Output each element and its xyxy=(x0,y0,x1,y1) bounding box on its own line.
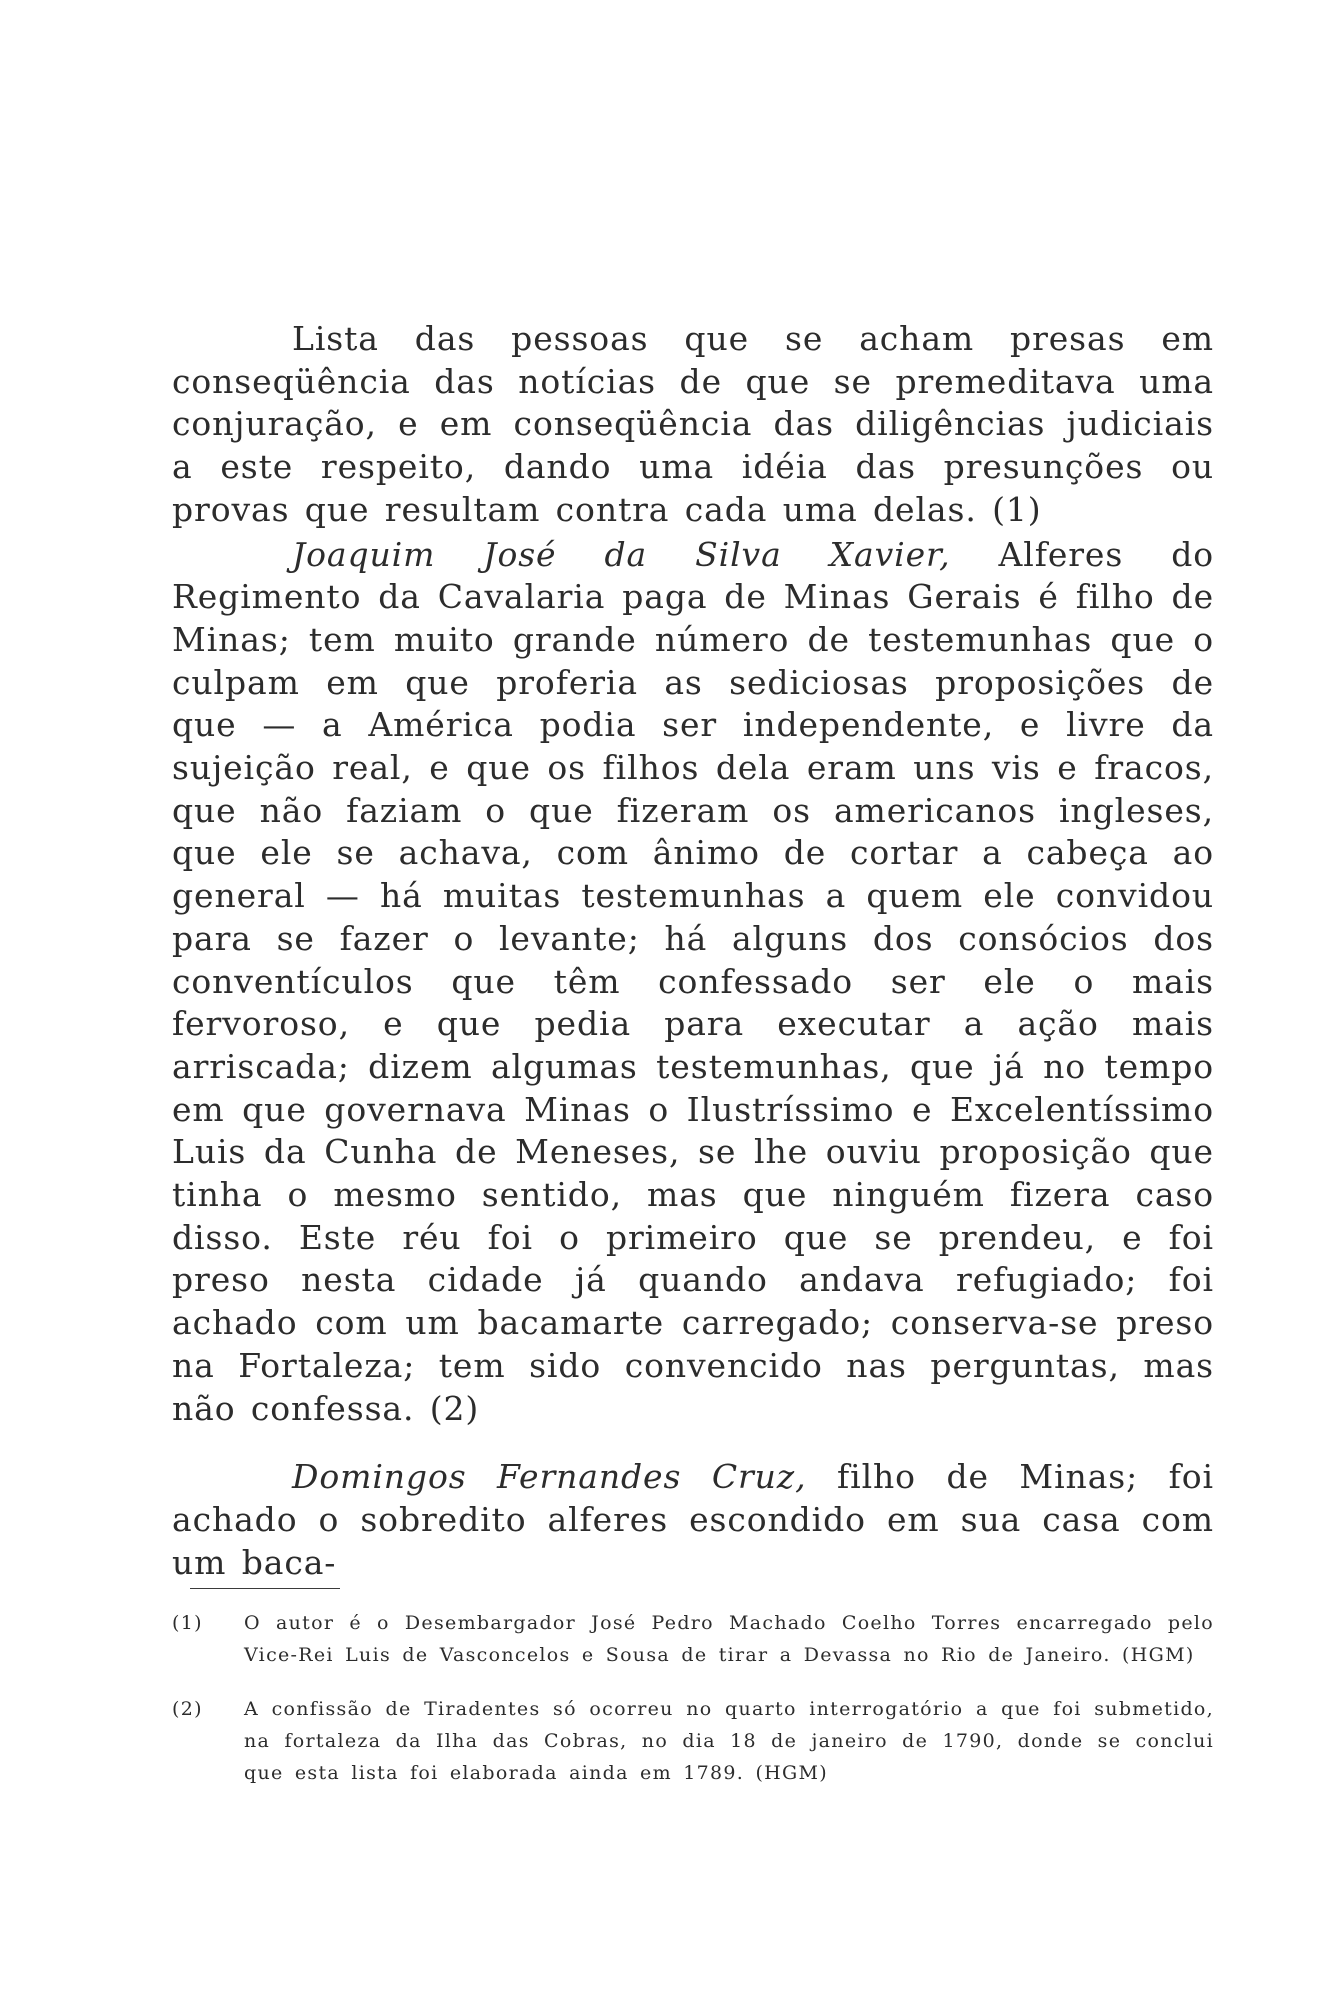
entry-text-joaquim-jose-da-silva-xavier: Alferes do Regimento da Cavalaria paga de Minas Gerais é filho de Minas; tem muito grande número de testemunhas que o culpam em que proferia as sediciosas proposições de que — a América podia ser independente, e livre da sujeição real, e que os filhos dela eram uns vis e fracos, que não faziam o que fizeram os americanos ingleses, que ele se achava, com ânimo de cortar a cabeça ao general — há muitas testemunhas a quem ele convidou para se fazer o levante; há alguns dos consócios dos conventículos que têm confessado ser ele o mais fervoroso, e que pedia para executar a ação mais arriscada; dizem algumas testemunhas, que já no tempo em que governava Minas o Ilustríssimo e Excelentíssimo Luis da Cunha de Meneses, se lhe ouviu proposição que tinha o mesmo sentido, mas que ninguém fizera caso disso. Este réu foi o primeiro que se prendeu, e foi preso nesta cidade já quando andava refugiado; foi achado com um bacamarte carregado; conserva-se preso na Fortaleza; tem sido convencido nas perguntas, mas não confessa. (2) xyxy=(172,534,1214,1428)
main-text xyxy=(172,318,1214,1584)
entry-paragraph-tiradentes xyxy=(172,534,1214,1431)
entry-text-domingos-fernandes-cruz: filho de Minas; foi achado o sobredito alferes escondido em sua casa com um baca- xyxy=(172,1457,1214,1582)
footnote-marker: (2) xyxy=(172,1698,203,1720)
intro-paragraph: Lista das pessoas que se acham presas em conseqüência das notícias de que se premeditava uma conjuração, e em conseqüência das diligências judiciais a este respeito, dando uma idéia das presunções ou provas que resultam contra cada uma delas. (1) xyxy=(172,319,1214,529)
person-name-joaquim-jose-da-silva-xavier: Joaquim José da Silva Xavier, xyxy=(292,534,951,574)
footnote-text: A confissão de Tiradentes só ocorreu no quarto interrogatório a que foi submetido, na fortaleza da Ilha das Cobras, no dia 18 de janeiro de 1790, donde se conclui que esta lista foi elaborada ainda em 1789. (HGM) xyxy=(244,1698,1214,1784)
person-name-domingos-fernandes-cruz: Domingos Fernandes Cruz, xyxy=(292,1457,807,1497)
footnote-text: O autor é o Desembargador José Pedro Machado Coelho Torres encarregado pelo Vice-Rei Luis de Vasconcelos e Sousa de tirar a Devassa no Rio de Janeiro. (HGM) xyxy=(244,1612,1214,1666)
footnote-2 xyxy=(172,1693,1214,1789)
footnote-divider xyxy=(190,1588,340,1589)
entry-paragraph-domingos-fernandes-cruz xyxy=(172,1456,1214,1584)
footnotes-section xyxy=(172,1588,1214,1789)
footnote-marker: (1) xyxy=(172,1612,203,1634)
footnote-1 xyxy=(172,1607,1214,1671)
